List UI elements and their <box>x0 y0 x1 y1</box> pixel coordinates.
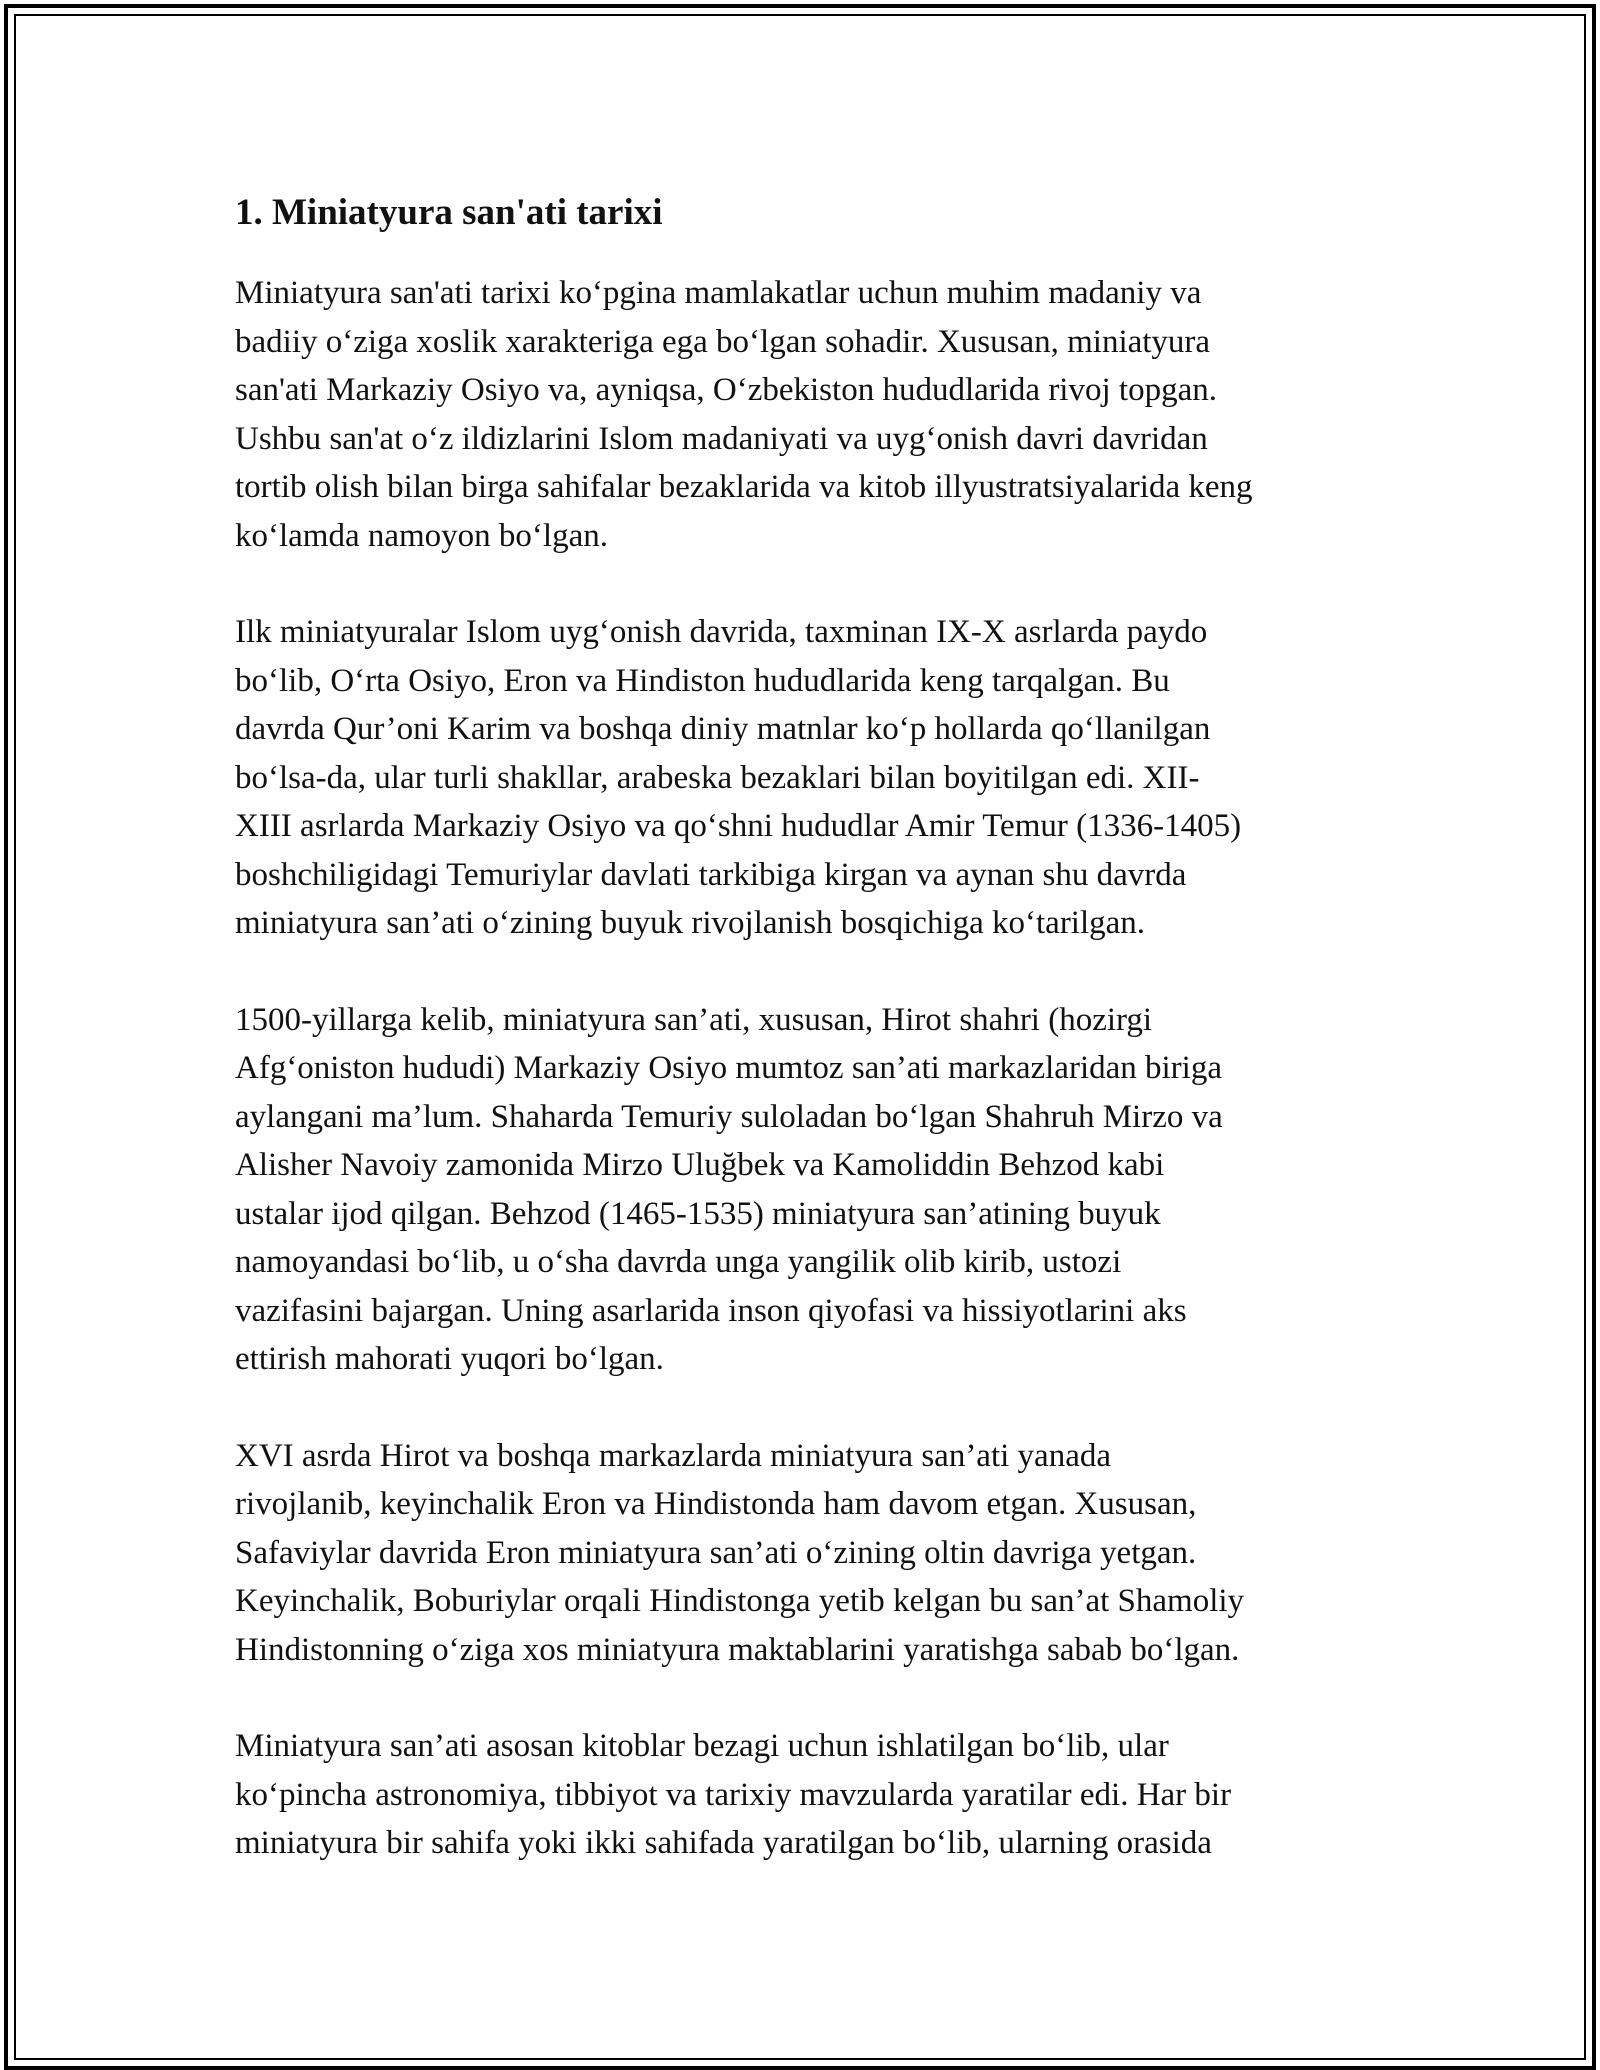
paragraph-2 <box>235 608 1375 948</box>
text-line: Hindistonning o‘ziga xos miniatyura maktablarini yaratishga sabab bo‘lgan. <box>235 1631 1240 1668</box>
text-line: san'ati Markaziy Osiyo va, ayniqsa, O‘zbekiston hududlarida rivoj topgan. <box>235 372 1217 408</box>
paragraph-5 <box>235 1722 1375 1868</box>
text-line: badiiy o‘ziga xoslik xarakteriga ega bo‘lgan sohadir. Xususan, miniatyura <box>235 323 1211 360</box>
text-line: ettirish mahorati yuqori bo‘lgan. <box>235 1341 664 1377</box>
document-body <box>235 183 1375 1916</box>
text-line: Alisher Navoiy zamonida Mirzo Uluğbek va Kamoliddin Behzod kabi <box>235 1147 1165 1183</box>
text-line: davrda Qur’oni Karim va boshqa diniy matnlar ko‘p hollarda qo‘llanilgan <box>235 711 1211 747</box>
text-line: ko‘lamda namoyon bo‘lgan. <box>235 517 608 554</box>
paragraph-1 <box>235 269 1375 560</box>
text-line: tortib olish bilan birga sahifalar bezaklarida va kitob illyustratsiyalarida keng <box>235 469 1253 505</box>
text-line: 1500-yillarga kelib, miniatyura san’ati, xususan, Hirot shahri (hozirgi <box>235 1001 1153 1038</box>
text-line: Safaviylar davrida Eron miniatyura san’ati o‘zining oltin davriga yetgan. <box>235 1534 1197 1571</box>
text-line: Keyinchalik, Boburiylar orqali Hindistonga yetib kelgan bu san’at Shamoliy <box>235 1583 1245 1619</box>
section-heading: 1. Miniatyura san'ati tarixi <box>235 192 663 233</box>
text-line: boshchiligidagi Temuriylar davlati tarkibiga kirgan va aynan shu davrda <box>235 856 1187 893</box>
text-line: XIII asrlarda Markaziy Osiyo va qo‘shni hududlar Amir Temur (1336-1405) <box>235 808 1242 844</box>
text-line: Afg‘oniston hududi) Markaziy Osiyo mumtoz san’ati markazlaridan biriga <box>235 1050 1222 1086</box>
text-line: vazifasini bajargan. Uning asarlarida inson qiyofasi va hissiyotlarini aks <box>235 1292 1187 1329</box>
paragraph-3 <box>235 996 1375 1384</box>
text-line: ko‘pincha astronomiya, tibbiyot va tarixiy mavzularda yaratilar edi. Har bir <box>235 1776 1232 1813</box>
text-line: bo‘lib, O‘rta Osiyo, Eron va Hindiston hududlarida keng tarqalgan. Bu <box>235 662 1170 699</box>
paragraph-4 <box>235 1432 1375 1675</box>
text-line: rivojlanib, keyinchalik Eron va Hindistonda ham davom etgan. Xususan, <box>235 1486 1197 1522</box>
text-line: aylangani ma’lum. Shaharda Temuriy suloladan bo‘lgan Shahruh Mirzo va <box>235 1098 1223 1135</box>
text-line: Ilk miniatyuralar Islom uyg‘onish davrida, taxminan IX-X asrlarda paydo <box>235 614 1208 650</box>
text-line: miniatyura bir sahifa yoki ikki sahifada yaratilgan bo‘lib, ularning orasida <box>235 1825 1212 1861</box>
text-line: XVI asrda Hirot va boshqa markazlarda miniatyura san’ati yanada <box>235 1437 1111 1474</box>
text-line: miniatyura san’ati o‘zining buyuk rivojlanish bosqichiga ko‘tarilgan. <box>235 905 1146 941</box>
text-line: ustalar ijod qilgan. Behzod (1465-1535) miniatyura san’atining buyuk <box>235 1195 1161 1232</box>
text-line: namoyandasi bo‘lib, u o‘sha davrda unga yangilik olib kirib, ustozi <box>235 1244 1122 1280</box>
text-line: Miniatyura san'ati tarixi ko‘pgina mamlakatlar uchun muhim madaniy va <box>235 275 1202 311</box>
text-line: Miniatyura san’ati asosan kitoblar bezagi uchun ishlatilgan bo‘lib, ular <box>235 1728 1169 1764</box>
text-line: Ushbu san'at o‘z ildizlarini Islom madaniyati va uyg‘onish davri davridan <box>235 420 1208 457</box>
text-line: bo‘lsa-da, ular turli shakllar, arabeska bezaklari bilan boyitilgan edi. XII- <box>235 759 1200 796</box>
